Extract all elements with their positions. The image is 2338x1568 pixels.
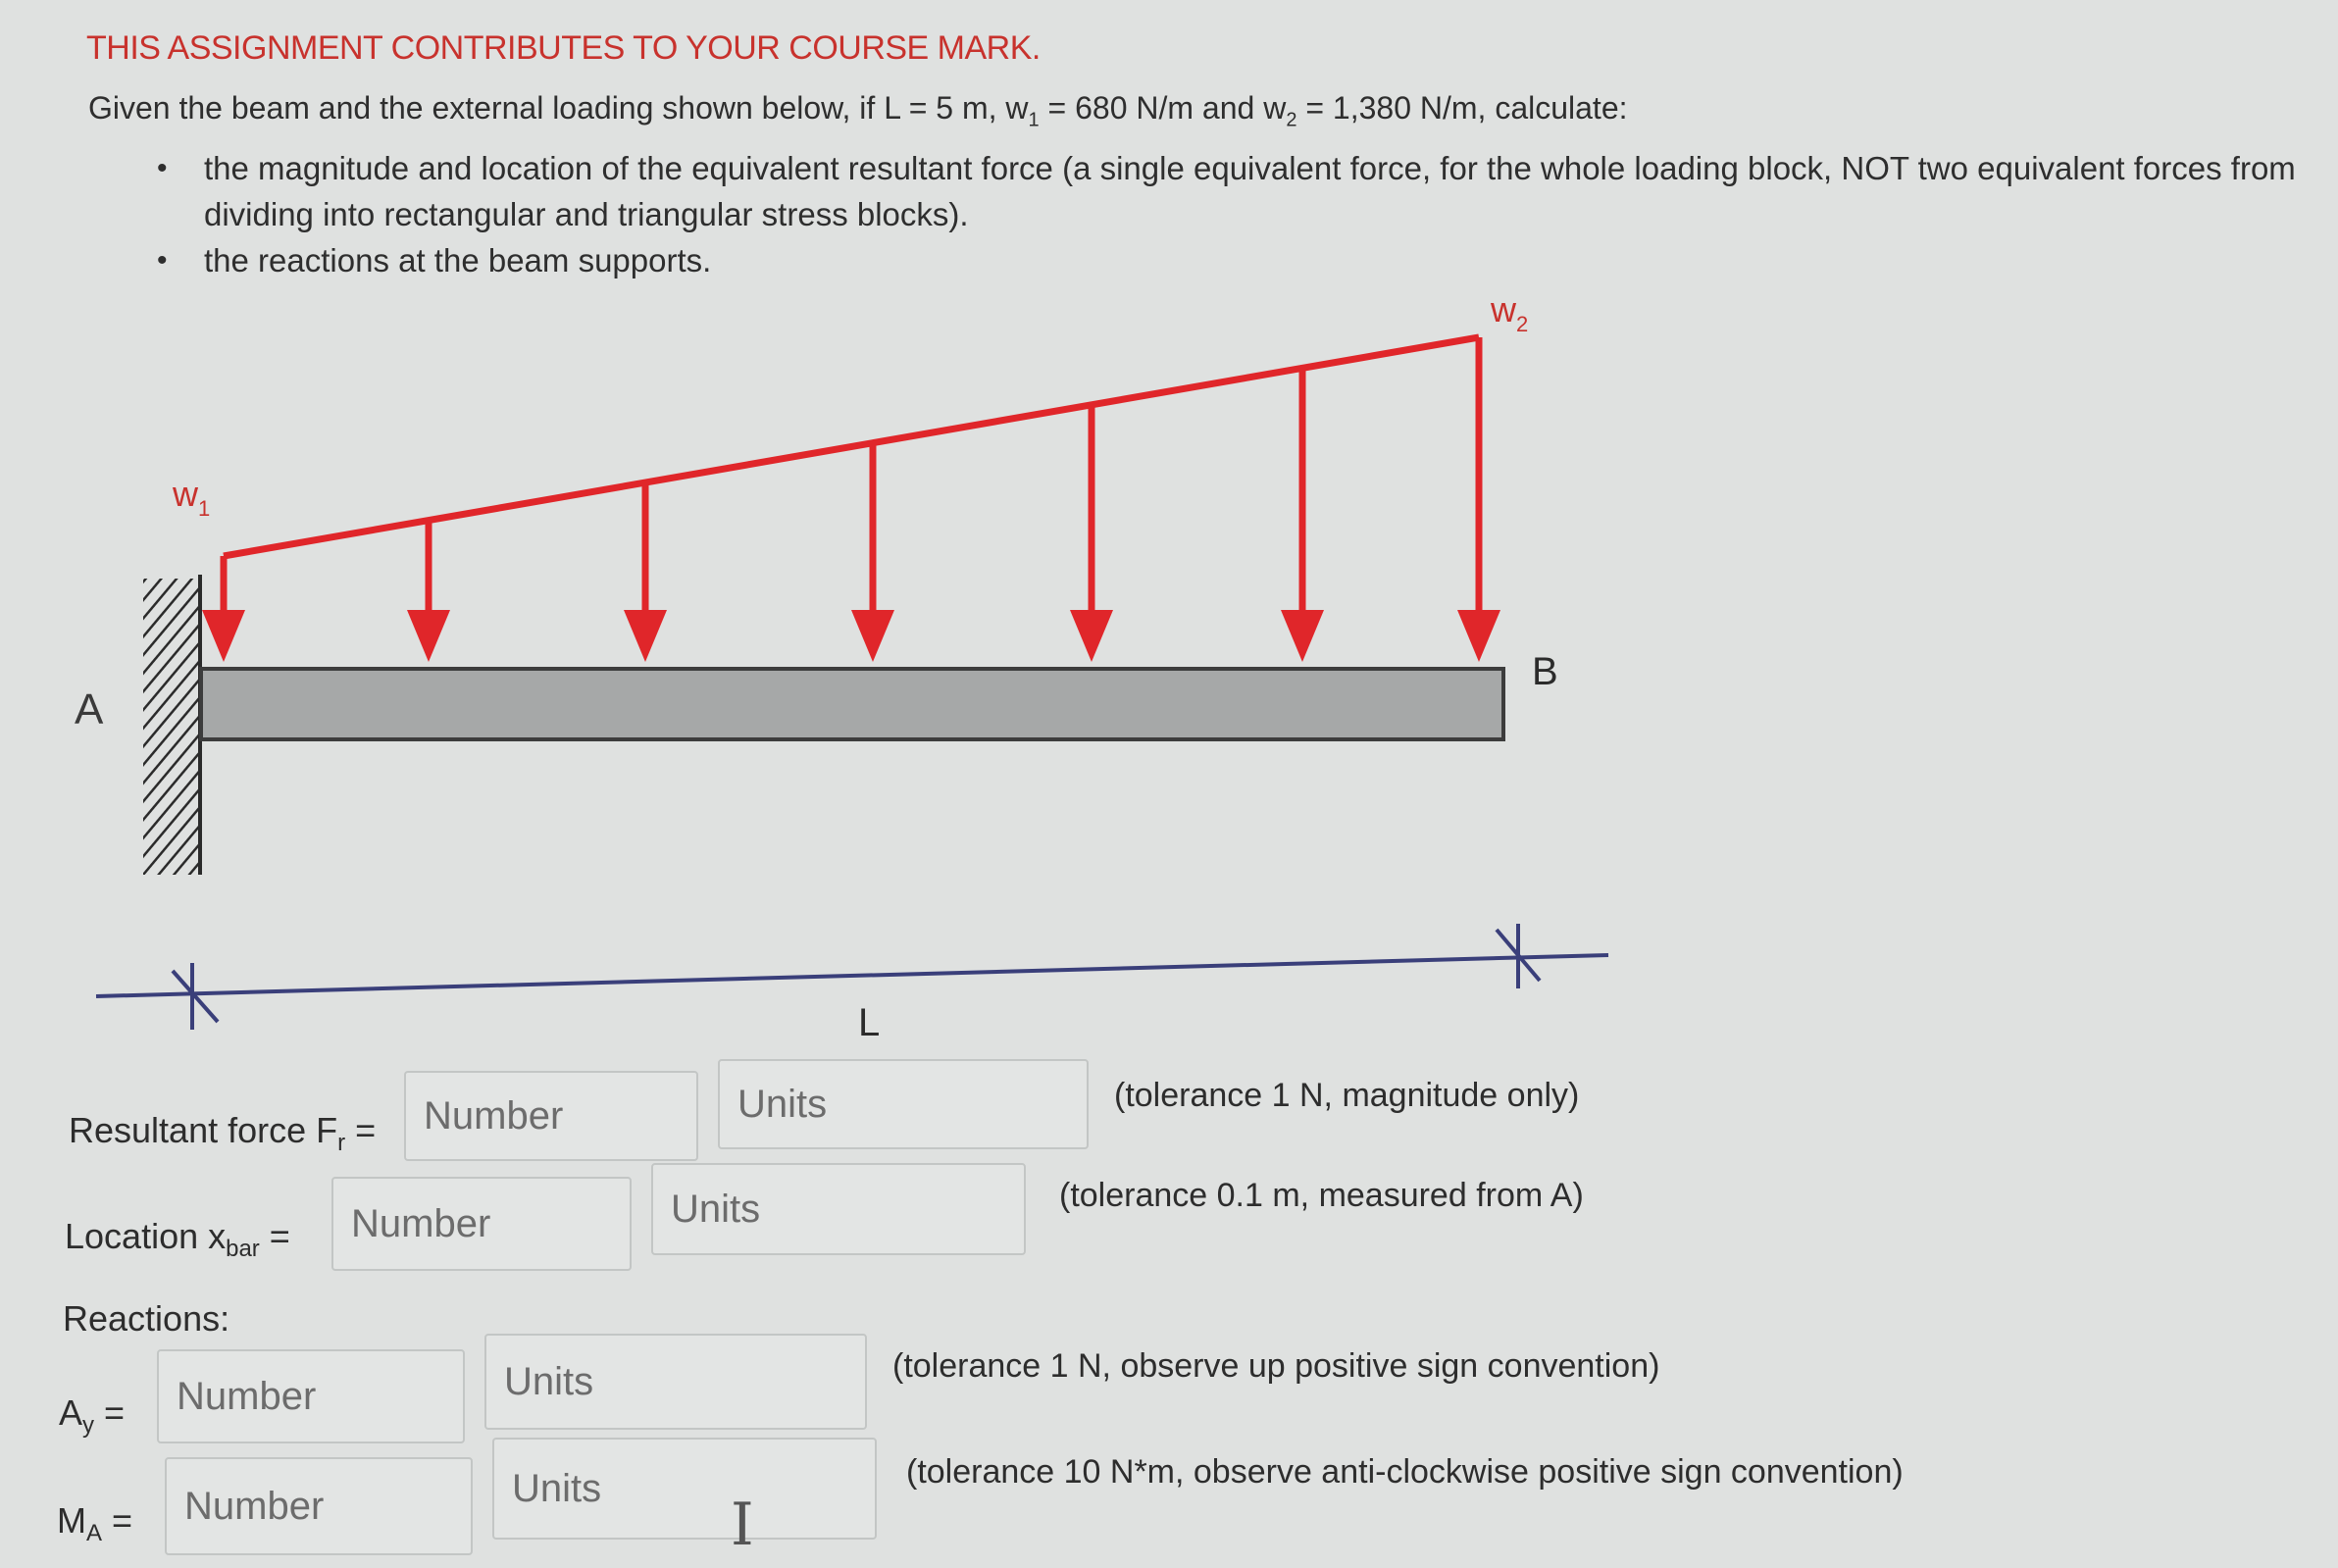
location-tolerance: (tolerance 0.1 m, measured from A) (1059, 1177, 1584, 1214)
text-cursor-icon: I (731, 1491, 754, 1559)
resultant-force-number-input[interactable] (404, 1071, 698, 1161)
load-arrow (1070, 405, 1113, 662)
ay-label: $A_y$ = (59, 1392, 126, 1440)
beam-diagram (0, 275, 1648, 1059)
length-label: L (858, 1001, 881, 1044)
task-item: • the reactions at the beam supports. (157, 237, 2314, 283)
load-top-line (224, 337, 1479, 556)
load-arrow (1281, 369, 1324, 662)
location-units-input[interactable] (651, 1163, 1026, 1255)
beam (201, 669, 1503, 739)
intro-sub-1: 1 (1028, 109, 1040, 131)
intro-sub-2: 2 (1286, 109, 1297, 131)
reactions-heading: Reactions: (63, 1298, 230, 1339)
assignment-banner: THIS ASSIGNMENT CONTRIBUTES TO YOUR COURSE MARK. (86, 29, 1041, 67)
ay-number-input[interactable] (157, 1349, 465, 1443)
point-a-label: A (75, 685, 104, 733)
resultant-force-label: Resultant force $F_r$ = (69, 1110, 377, 1157)
ma-units-input[interactable] (492, 1438, 877, 1540)
dimension-line (96, 924, 1608, 1030)
location-label: Location $x_{bar}$ = (65, 1216, 290, 1263)
w1-label: $w_1$ (173, 474, 211, 521)
intro-text-after: = 1,380 N/m, calculate: (1296, 90, 1628, 126)
ma-tolerance: (tolerance 10 N*m, observe anti-clockwise positive sign convention) (906, 1453, 1904, 1491)
fixed-support-wall (143, 579, 198, 875)
resultant-force-tolerance: (tolerance 1 N, magnitude only) (1114, 1077, 1580, 1114)
ay-units-input[interactable] (484, 1334, 867, 1430)
load-arrow (1457, 337, 1500, 662)
point-b-label: B (1532, 650, 1558, 693)
location-number-input[interactable] (331, 1177, 632, 1271)
load-arrow (407, 521, 450, 662)
task-item: • the magnitude and location of the equivalent resultant force (a single equivalent force, for the whole loading block, NOT two equivalent forces from dividing into rectangular and triangular stress blocks). (157, 145, 2314, 237)
intro-text-mid: = 680 N/m and w (1039, 90, 1287, 126)
ma-number-input[interactable] (165, 1457, 473, 1555)
distributed-load (202, 337, 1500, 662)
load-arrow (624, 482, 667, 662)
resultant-force-units-input[interactable] (718, 1059, 1089, 1149)
w2-label: $w_2$ (1491, 289, 1529, 336)
problem-statement (88, 90, 1628, 131)
ma-label: $M_A$ = (57, 1500, 133, 1547)
task-list (157, 145, 2314, 283)
load-arrow (851, 443, 894, 662)
ay-tolerance: (tolerance 1 N, observe up positive sign convention) (892, 1347, 1660, 1385)
load-arrow (202, 556, 245, 662)
intro-text-before: Given the beam and the external loading shown below, if L = 5 m, w (88, 90, 1029, 126)
